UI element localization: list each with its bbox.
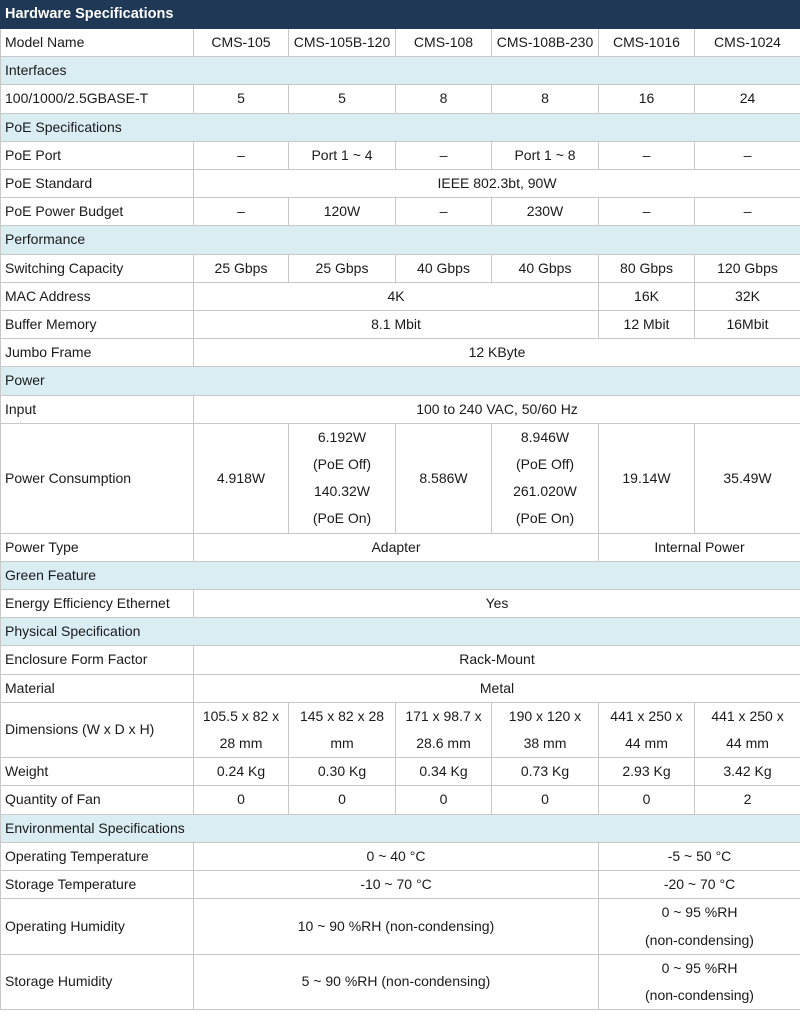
spec-value-line: 40 Gbps xyxy=(518,259,572,276)
spec-value-line: 44 mm xyxy=(625,735,668,752)
spec-value xyxy=(492,423,599,533)
spec-row xyxy=(1,533,800,561)
spec-value-line: 24 xyxy=(739,90,756,107)
spec-value xyxy=(599,899,800,954)
spec-value-line: (PoE Off) xyxy=(312,456,372,473)
spec-value-line: 171 x 98.7 x xyxy=(405,707,482,724)
spec-value xyxy=(492,758,599,786)
spec-value xyxy=(396,254,492,282)
spec-value-line: (PoE On) xyxy=(515,510,575,527)
spec-value-line: 28.6 mm xyxy=(416,735,471,752)
model-name: CMS-108 xyxy=(396,29,492,57)
spec-value-line: 16Mbit xyxy=(726,316,769,333)
spec-value-line: 2.93 Kg xyxy=(622,763,671,780)
spec-value xyxy=(194,282,599,310)
spec-value-line: 0.30 Kg xyxy=(317,763,367,780)
section-title: Interfaces xyxy=(1,57,800,85)
spec-value xyxy=(194,198,289,226)
spec-value xyxy=(194,786,289,814)
section-header-row xyxy=(1,57,800,85)
spec-row xyxy=(1,702,800,757)
spec-value-line: Internal Power xyxy=(654,538,745,555)
spec-value-line: 0 ~ 95 %RH xyxy=(661,959,738,976)
spec-value xyxy=(289,758,396,786)
spec-value-line: 0 xyxy=(642,791,651,808)
model-name: CMS-108B-230 xyxy=(492,29,599,57)
spec-value-line: -10 ~ 70 °C xyxy=(360,876,432,893)
spec-row xyxy=(1,954,800,1009)
section-title: Performance xyxy=(1,226,800,254)
spec-value-line: – xyxy=(439,146,448,163)
spec-value xyxy=(695,282,800,310)
spec-value xyxy=(396,702,492,757)
spec-value xyxy=(695,85,800,113)
spec-label: Dimensions (W x D x H) xyxy=(1,702,194,757)
spec-value-line: Adapter xyxy=(371,538,421,555)
spec-row xyxy=(1,590,800,618)
spec-label: 100/1000/2.5GBASE-T xyxy=(1,85,194,113)
spec-value-line: (PoE Off) xyxy=(515,456,575,473)
spec-label: Operating Humidity xyxy=(1,899,194,954)
spec-value xyxy=(396,141,492,169)
spec-value-line: 120W xyxy=(323,203,361,220)
spec-value xyxy=(599,423,695,533)
spec-value-line: 261.020W xyxy=(513,483,577,500)
spec-value-line: 140.32W xyxy=(313,483,371,500)
model-name: CMS-105 xyxy=(194,29,289,57)
spec-value-line: Rack-Mount xyxy=(459,651,535,668)
spec-value-line: 145 x 82 x 28 xyxy=(299,707,385,724)
spec-value xyxy=(194,758,289,786)
spec-value-line: – xyxy=(237,146,245,163)
spec-label: Enclosure Form Factor xyxy=(1,646,194,674)
spec-value xyxy=(599,871,800,899)
spec-label: Buffer Memory xyxy=(1,311,194,339)
spec-label: PoE Standard xyxy=(1,170,194,198)
spec-row xyxy=(1,339,800,367)
spec-value-line: 35.49W xyxy=(723,469,772,486)
spec-value-line: 32K xyxy=(735,287,760,304)
spec-label: Material xyxy=(1,674,194,702)
spec-row xyxy=(1,871,800,899)
spec-value xyxy=(194,674,800,702)
spec-value-line: -5 ~ 50 °C xyxy=(667,847,732,864)
spec-value-line: 190 x 120 x xyxy=(508,707,582,724)
section-header-row xyxy=(1,226,800,254)
spec-value-line: 8.586W xyxy=(419,469,468,486)
spec-value xyxy=(289,702,396,757)
spec-value xyxy=(492,702,599,757)
spec-value-line: 80 Gbps xyxy=(620,259,673,276)
section-title: Green Feature xyxy=(1,561,800,589)
section-header-row xyxy=(1,367,800,395)
spec-value xyxy=(289,423,396,533)
spec-row xyxy=(1,646,800,674)
spec-value-line: 441 x 250 x xyxy=(610,707,683,724)
spec-value xyxy=(599,141,695,169)
spec-value-line: – xyxy=(743,203,752,220)
spec-value xyxy=(599,282,695,310)
spec-value xyxy=(396,758,492,786)
model-name: CMS-105B-120 xyxy=(289,29,396,57)
spec-value xyxy=(599,786,695,814)
spec-value-line: 0 ~ 40 °C xyxy=(366,847,426,864)
spec-row xyxy=(1,85,800,113)
spec-value xyxy=(695,254,800,282)
section-title: Environmental Specifications xyxy=(1,814,800,842)
section-title: Physical Specification xyxy=(1,618,800,646)
spec-value xyxy=(599,842,800,870)
spec-row xyxy=(1,141,800,169)
spec-value-line: 5 ~ 90 %RH (non-condensing) xyxy=(301,973,491,990)
spec-value xyxy=(599,311,695,339)
spec-row xyxy=(1,395,800,423)
spec-value-line: 441 x 250 x xyxy=(711,707,784,724)
model-name: CMS-1024 xyxy=(695,29,800,57)
spec-label: Jumbo Frame xyxy=(1,339,194,367)
spec-value-line: 0 xyxy=(439,791,448,808)
spec-value xyxy=(194,533,599,561)
spec-value-line: 25 Gbps xyxy=(214,259,268,276)
spec-value-line: 100 to 240 VAC, 50/60 Hz xyxy=(416,400,578,417)
spec-value-line: 12 KByte xyxy=(468,344,526,361)
spec-value-line: 25 Gbps xyxy=(315,259,369,276)
spec-value-line: 8 xyxy=(541,90,549,107)
spec-value xyxy=(194,339,800,367)
model-name: CMS-1016 xyxy=(599,29,695,57)
spec-value-line: 0.24 Kg xyxy=(216,763,266,780)
spec-value xyxy=(194,954,599,1009)
spec-value xyxy=(695,198,800,226)
spec-value xyxy=(695,758,800,786)
spec-value-line: 5 xyxy=(338,90,346,107)
spec-value xyxy=(289,198,396,226)
spec-value-line: -20 ~ 70 °C xyxy=(663,876,736,893)
spec-value xyxy=(599,254,695,282)
spec-value xyxy=(396,786,492,814)
spec-value-line: 38 mm xyxy=(523,735,567,752)
spec-value-line: 120 Gbps xyxy=(717,259,778,276)
spec-label: PoE Power Budget xyxy=(1,198,194,226)
spec-value xyxy=(194,899,599,954)
spec-row xyxy=(1,254,800,282)
spec-value xyxy=(492,85,599,113)
spec-label: MAC Address xyxy=(1,282,194,310)
section-header-row xyxy=(1,113,800,141)
spec-value xyxy=(194,842,599,870)
spec-row xyxy=(1,198,800,226)
spec-value-line: 44 mm xyxy=(726,735,769,752)
spec-value-line: 0.34 Kg xyxy=(419,763,468,780)
spec-row xyxy=(1,311,800,339)
spec-value-line: 16K xyxy=(634,287,659,304)
spec-value xyxy=(194,170,800,198)
spec-value-line: (PoE On) xyxy=(312,510,372,527)
spec-value-line: – xyxy=(439,203,448,220)
spec-value xyxy=(396,423,492,533)
spec-value-line: 10 ~ 90 %RH (non-condensing) xyxy=(297,917,495,934)
spec-value xyxy=(289,786,396,814)
spec-value xyxy=(289,141,396,169)
spec-value-line: Yes xyxy=(485,595,509,612)
spec-value-line: 0 ~ 95 %RH xyxy=(661,904,738,921)
spec-value xyxy=(289,85,396,113)
spec-row xyxy=(1,423,800,533)
spec-value-line: 16 xyxy=(638,90,655,107)
spec-value-line: 8.1 Mbit xyxy=(371,316,421,333)
spec-value-line: 8 xyxy=(439,90,448,107)
spec-value-line: Port 1 ~ 4 xyxy=(311,146,373,163)
spec-value-line: IEEE 802.3bt, 90W xyxy=(437,175,557,192)
spec-value xyxy=(194,311,599,339)
spec-label: Input xyxy=(1,395,194,423)
spec-value xyxy=(599,702,695,757)
spec-label: PoE Port xyxy=(1,141,194,169)
spec-value xyxy=(695,702,800,757)
spec-label: Energy Efficiency Ethernet xyxy=(1,590,194,618)
spec-value-line: (non-condensing) xyxy=(645,931,754,948)
spec-label: Operating Temperature xyxy=(1,842,194,870)
spec-row xyxy=(1,758,800,786)
spec-value-line: (non-condensing) xyxy=(645,986,754,1003)
spec-row xyxy=(1,282,800,310)
spec-value-line: – xyxy=(237,203,245,220)
spec-value-line: 0.73 Kg xyxy=(520,763,570,780)
spec-value-line: 8.946W xyxy=(520,428,570,445)
spec-value xyxy=(194,141,289,169)
spec-value xyxy=(194,871,599,899)
model-name-label: Model Name xyxy=(1,29,194,57)
spec-value-line: 0 xyxy=(237,791,245,808)
spec-value xyxy=(194,85,289,113)
spec-value xyxy=(194,395,800,423)
spec-value xyxy=(492,254,599,282)
spec-value-line: – xyxy=(642,203,651,220)
spec-label: Quantity of Fan xyxy=(1,786,194,814)
spec-value-line: 5 xyxy=(237,90,245,107)
spec-value-line: 12 Mbit xyxy=(623,316,670,333)
model-header-row xyxy=(1,29,800,57)
spec-row xyxy=(1,899,800,954)
spec-value-line: 28 mm xyxy=(219,735,263,752)
spec-value xyxy=(194,590,800,618)
spec-value xyxy=(289,254,396,282)
spec-value-line: – xyxy=(743,146,752,163)
section-header-row xyxy=(1,814,800,842)
spec-value xyxy=(194,423,289,533)
spec-value xyxy=(194,646,800,674)
spec-label: Storage Temperature xyxy=(1,871,194,899)
spec-label: Power Consumption xyxy=(1,423,194,533)
spec-label: Switching Capacity xyxy=(1,254,194,282)
spec-value-line: Port 1 ~ 8 xyxy=(514,146,576,163)
spec-value-line: 19.14W xyxy=(622,469,671,486)
spec-row xyxy=(1,842,800,870)
spec-value xyxy=(599,85,695,113)
spec-value-line: 40 Gbps xyxy=(417,259,470,276)
spec-value-line: 0 xyxy=(338,791,346,808)
spec-value-line: – xyxy=(642,146,651,163)
spec-value xyxy=(194,254,289,282)
spec-value xyxy=(396,198,492,226)
section-title: PoE Specifications xyxy=(1,113,800,141)
spec-value-line: 6.192W xyxy=(317,428,367,445)
spec-value-line: 4.918W xyxy=(216,469,266,486)
spec-value xyxy=(194,702,289,757)
spec-row xyxy=(1,786,800,814)
spec-label: Storage Humidity xyxy=(1,954,194,1009)
spec-value xyxy=(599,954,800,1009)
spec-value-line: 4K xyxy=(387,287,405,304)
spec-value-line: 3.42 Kg xyxy=(723,763,772,780)
table-title: Hardware Specifications xyxy=(1,1,800,29)
section-header-row xyxy=(1,561,800,589)
spec-value xyxy=(695,311,800,339)
spec-value xyxy=(599,758,695,786)
section-title: Power xyxy=(1,367,800,395)
spec-value xyxy=(396,85,492,113)
spec-value-line: Metal xyxy=(479,679,515,696)
spec-value-line: 230W xyxy=(526,203,564,220)
spec-label: Power Type xyxy=(1,533,194,561)
spec-value xyxy=(599,533,800,561)
spec-value xyxy=(695,141,800,169)
spec-value xyxy=(492,141,599,169)
table-title-row xyxy=(1,1,800,29)
spec-value xyxy=(599,198,695,226)
spec-value-line: mm xyxy=(330,735,354,752)
spec-value-line: 2 xyxy=(743,791,752,808)
spec-value xyxy=(695,423,800,533)
spec-value-line: 105.5 x 82 x xyxy=(202,707,280,724)
section-header-row xyxy=(1,618,800,646)
spec-value xyxy=(492,198,599,226)
spec-row xyxy=(1,674,800,702)
spec-row xyxy=(1,170,800,198)
spec-table-body xyxy=(1,1,800,1010)
spec-value xyxy=(695,786,800,814)
spec-value-line: 0 xyxy=(541,791,549,808)
spec-label: Weight xyxy=(1,758,194,786)
spec-value xyxy=(492,786,599,814)
